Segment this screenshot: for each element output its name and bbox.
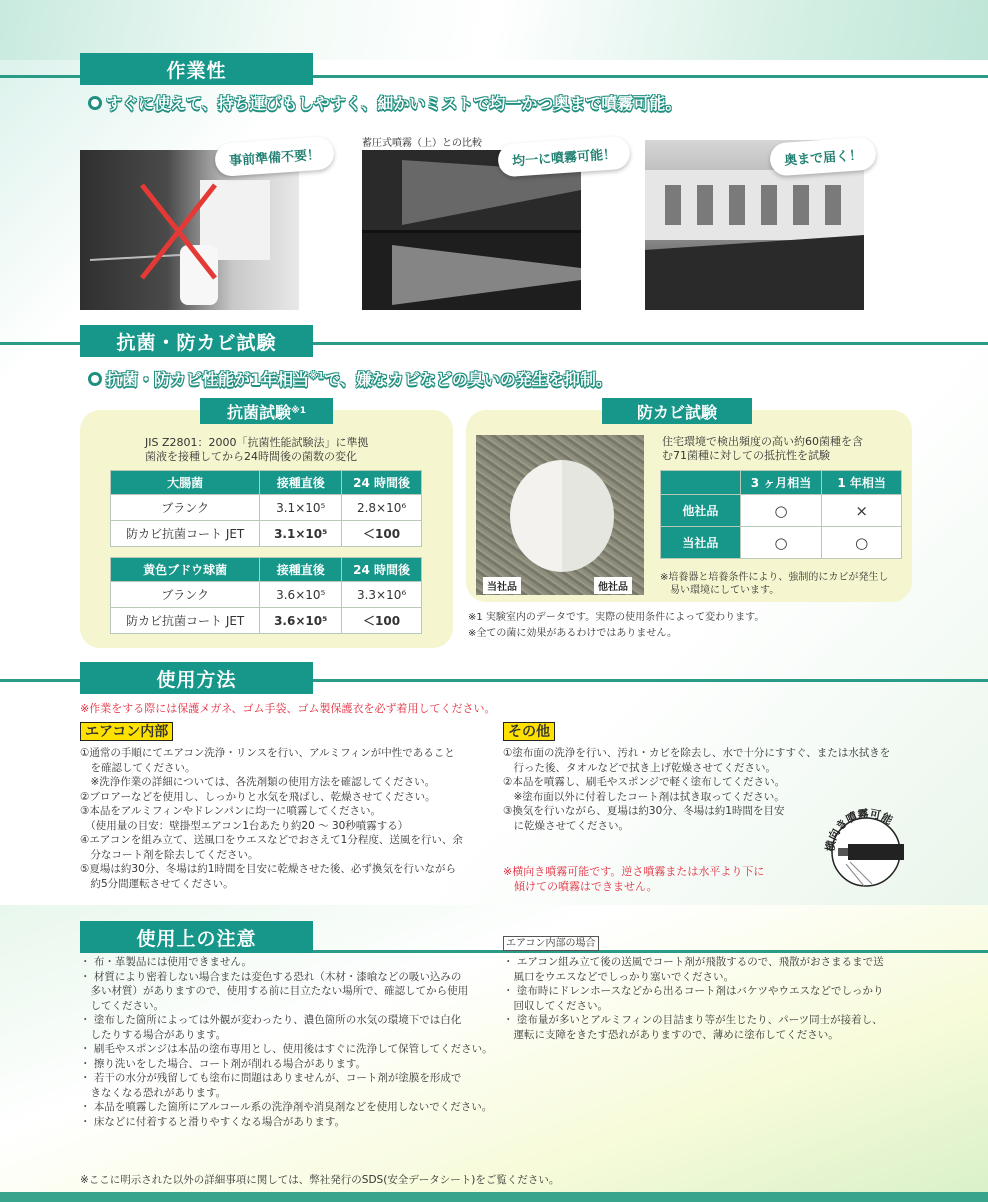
- work-lead-text: すぐに使えて、持ち運びもしやすく、細かいミストで均一かつ奥まで噴霧可能。: [106, 94, 682, 113]
- badge-uniform: 均一に噴霧可能！: [497, 135, 631, 177]
- table-cell: ×: [822, 495, 902, 527]
- table-header-row: [111, 471, 422, 495]
- table-header: 接種直後: [260, 471, 342, 495]
- comparison-caption: 蓄圧式噴霧（上）との比較: [362, 138, 482, 149]
- table-cell: 2.8×10⁶: [342, 495, 422, 521]
- section-title-antibac: 抗菌・防カビ試験: [80, 325, 313, 357]
- table-cell: ○: [740, 495, 822, 527]
- antibac-desc-1: JIS Z2801：2000「抗菌性能試験法」に準拠: [145, 436, 369, 449]
- antibac-test-tab-note: ※1: [291, 406, 307, 416]
- other-tag: その他: [503, 722, 555, 741]
- sideways-spray-icon: [820, 800, 912, 892]
- antibac-lead-a: 抗菌・防カビ性能が1年相当: [106, 370, 310, 389]
- work-lead: [88, 91, 681, 114]
- table-cell: 3.1×10⁵: [260, 521, 342, 547]
- photo-no-prep: [80, 150, 299, 310]
- sds-footer-note: ※ここに明示された以外の詳細事項に関しては、弊社発行のSDS(安全データシート)をご覧ください。: [80, 1174, 560, 1186]
- table-header: 24 時間後: [342, 471, 422, 495]
- section-title-work: 作業性: [80, 53, 313, 85]
- table-cell: 3.6×10⁵: [260, 608, 342, 634]
- aircon-tag: エアコン内部: [80, 722, 173, 741]
- mold-test-tab: 防カビ試験: [602, 398, 752, 424]
- dish-label-ours: 当社品: [483, 577, 521, 594]
- table-cell: 防カビ抗菌コート JET: [111, 608, 260, 634]
- usage-warning: ※作業をする際には保護メガネ、ゴム手袋、ゴム製保護衣を必ず着用してください。: [80, 702, 496, 715]
- section-title-caution: 使用上の注意: [80, 921, 313, 953]
- other-instructions: ①塗布面の洗浄を行い、汚れ・カビを除去し、水で十分にすすぐ、または水拭きを 行った後、タオルなどで拭き上げ乾燥させてください。 ②本品を噴霧し、刷毛やスポンジで軽く塗布してください。 ※塗布面以外に付着したコート剤は拭き取ってください。 ③換気を行いながら、夏場は約30分、冬場は約1時間を目安 に乾燥させてください。: [503, 747, 891, 832]
- table-header-row: [111, 558, 422, 582]
- table-header-row: [661, 471, 902, 495]
- table-cell: 3.1×10⁵: [260, 495, 342, 521]
- mold-dish-sample: [510, 460, 614, 572]
- caution-general: ・ 布・革製品には使用できません。 ・ 材質により密着しない場合または変色する恐れ（木材・漆喰などの吸い込みの 多い材質）がありますので、使用する前に目立たない場所で、確認してから使用 してください。 ・ 塗布した箇所によっては外観が変わったり、濃色箇所の水気の環境下では白化 したりする場合があります。 ・ 刷毛やスポンジは本品の塗布専用とし、使用後はすぐに洗浄して保管してください。 ・ 擦り洗いをした場合、コート剤が削れる場合があります。 ・ 若干の水分が残留しても塗布に問題はありませんが、コート剤が塗膜を形成で きなくなる恐れがあります。 ・ 本品を噴霧した箇所にアルコール系の洗浄剤や消臭剤などを使用しないでください。 ・ 床などに付着すると滑りやすくなる場合があります。: [80, 956, 493, 1128]
- table-header: 1 年相当: [822, 471, 902, 495]
- spray-icon-label: 横向き噴霧可能: [823, 807, 895, 853]
- aircon-instructions: ①通常の手順にてエアコン洗浄・リンスを行い、アルミフィンが中性であること を確認してください。 ※洗浄作業の詳細については、各洗剤類の使用方法を確認してください。 ②ブロアーなどを使用し、しっかりと水気を飛ばし、乾燥させてください。 ③本品をアルミフィンやドレンパンに均一に噴霧してください。 （使用量の目安：壁掛型エアコン1台あたり約20 〜 30秒噴霧する） ④エアコンを組み立て、送風口をウエスなどでおさえて1分程度、送風を行い、余 分なコート剤を除去してください。 ⑤夏場は約30分、冬場は約1時間を目安に乾燥させた後、必ず換気を行いながら 約5分間運転させてください。: [80, 747, 463, 890]
- antibac-test-tab-label: 抗菌試験: [226, 402, 291, 422]
- table-cell: 3.6×10⁵: [260, 582, 342, 608]
- antibac-test-tab: [200, 398, 333, 424]
- badge-no-prep: 事前準備不要！: [214, 136, 335, 177]
- table-row-head: 他社品: [661, 495, 741, 527]
- antibac-lead-note: ※1: [309, 371, 325, 382]
- table-cell: ブランク: [111, 495, 260, 521]
- table-header: 黄色ブドウ球菌: [111, 558, 260, 582]
- table-row-head: 当社品: [661, 527, 741, 559]
- table-row: [111, 495, 422, 521]
- antibac-desc-2: 菌液を接種してから24時間後の菌数の変化: [145, 450, 357, 463]
- circle-bullet-icon: [88, 96, 102, 110]
- ecoli-table: [110, 470, 422, 547]
- table-row: [111, 608, 422, 634]
- other-warning-2: 傾けての噴霧はできません。: [503, 880, 658, 893]
- bottom-bar: [0, 1192, 988, 1202]
- caution-aircon-label: エアコン内部の場合: [503, 936, 599, 951]
- staph-table: [110, 557, 422, 634]
- table-cell: ○: [740, 527, 822, 559]
- table-cell: 防カビ抗菌コート JET: [111, 521, 260, 547]
- table-cell: 3.3×10⁶: [342, 582, 422, 608]
- table-row: [111, 521, 422, 547]
- table-header: 24 時間後: [342, 558, 422, 582]
- antibac-lead-b: で、嫌なカビなどの臭いの発生を抑制。: [324, 370, 612, 389]
- mold-desc-1: 住宅環境で検出頻度の高い約60菌種を含: [662, 435, 863, 448]
- circle-bullet-icon: [88, 372, 102, 386]
- antibac-lead: [88, 367, 612, 390]
- table-header: 3 ヶ月相当: [740, 471, 822, 495]
- mold-desc-2: む71菌種に対しての抵抗性を試験: [662, 449, 830, 462]
- table-cell: ○: [822, 527, 902, 559]
- table-cell: ＜100: [342, 608, 422, 634]
- mold-note-2: 易い環境にしています。: [670, 585, 780, 596]
- mold-table: [660, 470, 902, 559]
- table-header: [661, 471, 741, 495]
- section-title-usage: 使用方法: [80, 662, 313, 694]
- footnote-1: ※1 実験室内のデータです。実際の使用条件によって変わります。: [468, 612, 765, 623]
- table-row: [661, 495, 902, 527]
- caution-aircon: ・ エアコン組み立て後の送風でコート剤が飛散するので、飛散がおさまるまで送 風口をウエスなどでしっかり塞いでください。 ・ 塗布時にドレンホースなどから出るコート剤はバケツやウエスなどでしっかり 回収してください。 ・ 塗布量が多いとアルミフィンの目詰まり等が生じたり、パーツ同士が接着し、 運転に支障をきたす恐れがありますので、薄めに塗布してください。: [503, 956, 884, 1041]
- footnote-2: ※全ての菌に効果があるわけではありません。: [468, 628, 677, 639]
- table-cell: ブランク: [111, 582, 260, 608]
- mold-note-1: ※培養器と培養条件により、強制的にカビが発生し: [660, 572, 889, 583]
- table-header: 大腸菌: [111, 471, 260, 495]
- table-row: [111, 582, 422, 608]
- dish-label-other: 他社品: [594, 577, 632, 594]
- table-row: [661, 527, 902, 559]
- other-warning-1: ※横向き噴霧可能です。逆さ噴霧または水平より下に: [503, 865, 765, 878]
- badge-reach: 奥まで届く！: [769, 136, 877, 176]
- table-cell: ＜100: [342, 521, 422, 547]
- top-decoration: [0, 0, 988, 60]
- sprayer-cross-icon: [80, 150, 299, 310]
- table-header: 接種直後: [260, 558, 342, 582]
